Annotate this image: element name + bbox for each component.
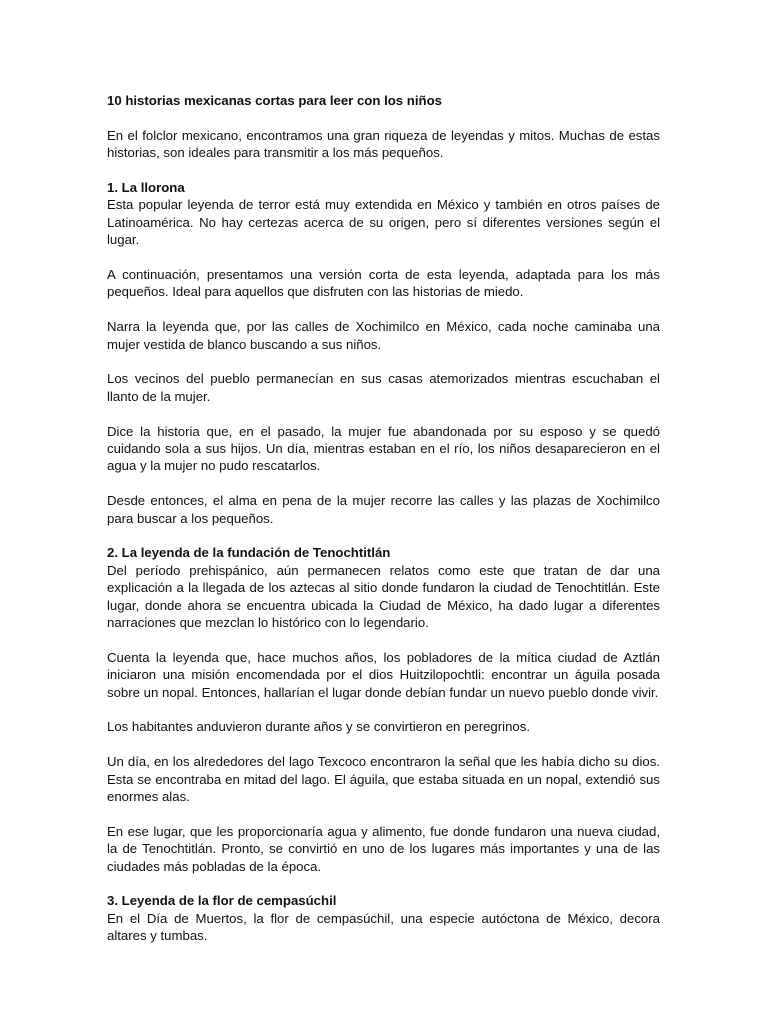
section-heading: 2. La leyenda de la fundación de Tenochtitlán <box>107 545 391 561</box>
paragraph: Del período prehispánico, aún permanecen relatos como este que tratan de dar una explicación a la llegada de los aztecas al sitio donde fundaron la ciudad de Tenochtitlán. Este lugar, donde ahora se encuentra ubicada la Ciudad de México, ha dado lugar a diferentes narraciones que mezclan lo histórico con lo legendario. <box>107 562 660 631</box>
paragraph: A continuación, presentamos una versión corta de esta leyenda, adaptada para los más pequeños. Ideal para aquellos que disfruten con las historias de miedo. <box>107 267 660 300</box>
paragraph: Un día, en los alrededores del lago Texcoco encontraron la señal que les había dicho su dios. Esta se encontraba en mitad del lago. El águila, que estaba situada en un nopal, extendió sus enormes alas. <box>107 754 660 805</box>
section-heading: 3. Leyenda de la flor de cempasúchil <box>107 893 337 909</box>
paragraph: En el Día de Muertos, la flor de cempasúchil, una especie autóctona de México, decora altares y tumbas. <box>107 910 660 944</box>
paragraph: Los habitantes anduvieron durante años y se convirtieron en peregrinos. <box>107 719 531 735</box>
section-la-llorona <box>107 179 660 527</box>
paragraph: Esta popular leyenda de terror está muy extendida en México y también en otros países de Latinoamérica. No hay certezas acerca de su origen, pero sí diferentes versiones según el lugar. <box>107 197 660 248</box>
paragraph: Dice la historia que, en el pasado, la mujer fue abandonada por su esposo y se quedó cuidando sola a sus hijos. Un día, mientras estaban en el río, los niños desaparecieron en el agua y la mujer no pudo rescatarlos. <box>107 423 660 474</box>
paragraph: Los vecinos del pueblo permanecían en sus casas atemorizados mientras escuchaban el llanto de la mujer. <box>107 371 660 404</box>
section-fundacion-tenochtitlan <box>107 544 660 875</box>
paragraph: Desde entonces, el alma en pena de la mujer recorre las calles y las plazas de Xochimilco para buscar a los pequeños. <box>107 493 660 526</box>
intro-paragraph: En el folclor mexicano, encontramos una gran riqueza de leyendas y mitos. Muchas de estas historias, son ideales para transmitir a los más pequeños. <box>107 127 660 161</box>
document-title: 10 historias mexicanas cortas para leer con los niños <box>107 93 442 108</box>
paragraph: Narra la leyenda que, por las calles de Xochimilco en México, cada noche caminaba una mujer vestida de blanco buscando a sus niños. <box>107 319 660 352</box>
section-flor-cempasuchil <box>107 892 660 944</box>
document-page <box>107 92 660 962</box>
paragraph: En ese lugar, que les proporcionaría agua y alimento, fue donde fundaron una nueva ciudad, la de Tenochtitlán. Pronto, se convirtió en uno de los lugares más importantes y una de las ciudades más pobladas de la época. <box>107 823 660 874</box>
paragraph: Cuenta la leyenda que, hace muchos años, los pobladores de la mítica ciudad de Aztlán iniciaron una misión encomendada por el dios Huitzilopochtli: encontrar un águila posada sobre un nopal. Entonces, hallarían el lugar donde debían fundar un nuevo pueblo donde vivir. <box>107 649 660 700</box>
section-heading: 1. La llorona <box>107 180 185 195</box>
